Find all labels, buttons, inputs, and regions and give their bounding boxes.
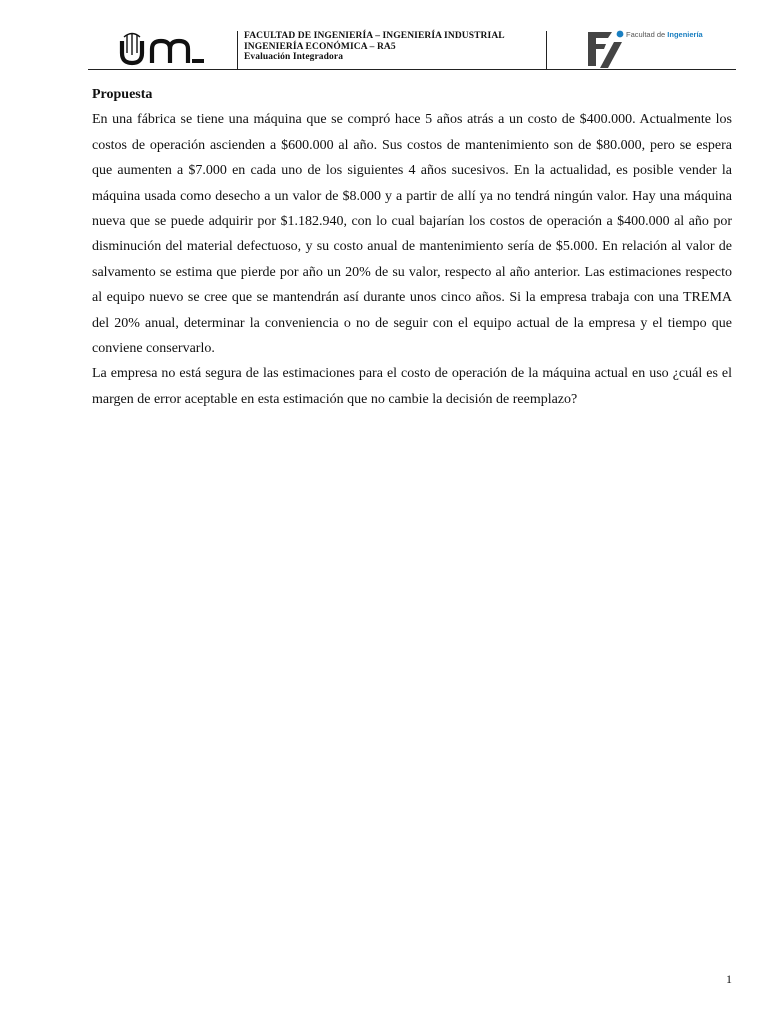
fi-logo-text	[626, 30, 703, 39]
problem-paragraph: En una fábrica se tiene una máquina que se compró hace 5 años atrás a un costo de $400.000. Actualmente los costos de operación ascienden a $600.000 al año. Sus costos de mantenimiento son de $80.000, pero se espera que aumenten a $7.000 en cada uno de los siguientes 4 años sucesivos. En la actualidad, es posible vender la máquina usada como desecho a un valor de $8.000 y a partir de allí ya no tendrá ningún valor. Hay una máquina nueva que se puede adquirir por $1.182.940, con lo cual bajarían los costos de operación a $400.000 al año por disminución del material defectuoso, y su costo anual de mantenimiento sería de $5.000. En relación al valor de salvamento se estima que pierde por año un 20% de su valor, respecto al año anterior. Las estimaciones respecto al equipo nuevo se cree que se mantendrán así durante unos cinco años. Si la empresa trabaja con una TREMA del 20% anual, determinar la conveniencia o no de seguir con el equipo actual de la empresa y el tiempo que conviene conservarlo.	[92, 112, 732, 357]
header-faculty: FACULTAD DE INGENIERÍA – INGENIERÍA INDUSTRIAL	[244, 31, 505, 41]
fi-logo-prefix: Facultad de	[626, 30, 668, 39]
header-divider-left	[237, 31, 238, 69]
header-rule	[88, 69, 736, 70]
header-course: INGENIERÍA ECONÓMICA – RA5	[244, 41, 396, 52]
header-title-block	[244, 31, 544, 63]
page-number: 1	[726, 972, 732, 986]
header-evaluation: Evaluación Integradora	[244, 52, 344, 62]
fi-logo-name: Ingeniería	[667, 30, 703, 39]
section-title: Propuesta	[92, 87, 153, 102]
um-logo-icon	[116, 31, 208, 67]
header-divider-right	[546, 31, 547, 69]
question-paragraph: La empresa no está segura de las estimaciones para el costo de operación de la máquina actual en uso ¿cuál es el margen de error aceptable en esta estimación que no cambie la decisión de reemplazo?	[92, 366, 732, 407]
page-header	[0, 28, 768, 72]
document-body	[92, 82, 732, 412]
